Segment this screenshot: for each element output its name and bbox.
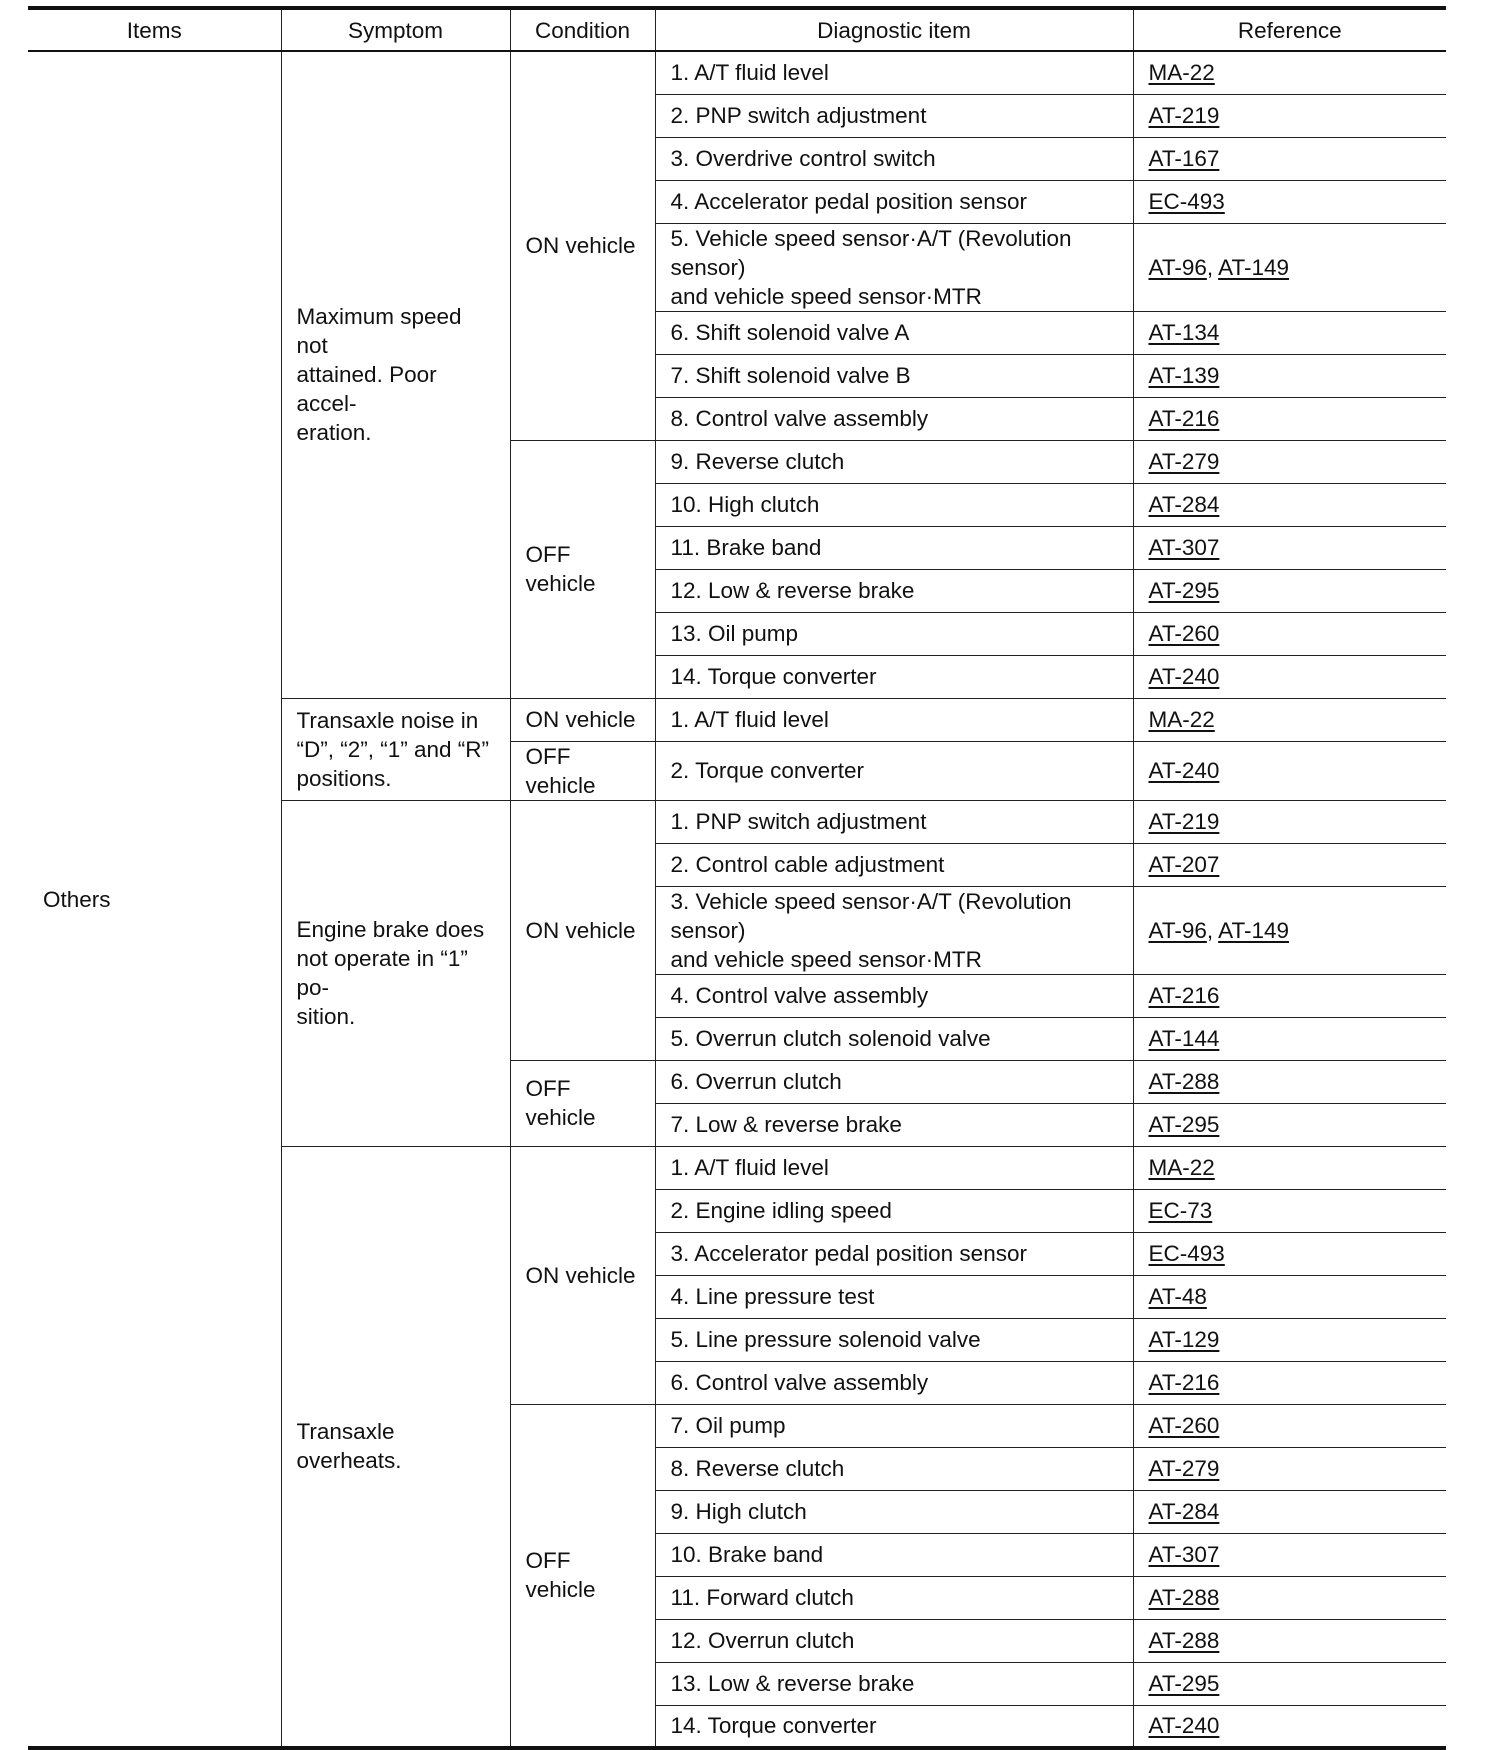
diagnostic-item-cell: [655, 180, 1133, 223]
diagnostic-item-cell: [655, 51, 1133, 94]
reference-link[interactable]: AT-240: [1148, 664, 1220, 689]
diagnostic-item-cell: [655, 1146, 1133, 1189]
reference-link[interactable]: AT-260: [1148, 621, 1220, 646]
diagnostic-item-cell: [655, 1189, 1133, 1232]
reference-cell: [1133, 1705, 1446, 1748]
reference-cell: [1133, 311, 1446, 354]
diagnostic-item-cell: [655, 440, 1133, 483]
diagnostic-item-cell: [655, 843, 1133, 886]
diagnostic-item-text: 7. Oil pump: [670, 1413, 786, 1438]
reference-cell: [1133, 1017, 1446, 1060]
reference-cell: [1133, 223, 1446, 311]
diagnostic-item-text: 6. Shift solenoid valve A: [670, 320, 910, 345]
diagnostic-item-cell: [655, 1447, 1133, 1490]
diagnostic-item-text: 2. Control cable adjustment: [670, 852, 945, 877]
header-diagnostic-item: Diagnostic item: [655, 8, 1133, 51]
diagnostic-item-cell: [655, 569, 1133, 612]
diagnostic-item-cell: [655, 1232, 1133, 1275]
diagnostic-item-text: 4. Control valve assembly: [670, 983, 929, 1008]
reference-link[interactable]: MA-22: [1148, 707, 1215, 732]
diagnostic-item-cell: [655, 397, 1133, 440]
condition-cell: ON vehicle: [510, 1146, 655, 1404]
symptom-cell: Maximum speed not attained. Poor accel- eration.: [281, 51, 510, 698]
reference-link[interactable]: AT-149: [1218, 917, 1289, 943]
diagnostic-item-text: 9. High clutch: [670, 1499, 807, 1524]
header-reference: Reference: [1133, 8, 1446, 51]
table-row: [28, 51, 1446, 94]
reference-link[interactable]: AT-279: [1148, 449, 1220, 474]
reference-cell: [1133, 1318, 1446, 1361]
condition-cell: OFF vehicle: [510, 1404, 655, 1748]
reference-cell: [1133, 180, 1446, 223]
reference-cell: [1133, 1533, 1446, 1576]
diagnostic-item-text-line2: and vehicle speed sensor·MTR: [670, 946, 982, 972]
reference-link[interactable]: AT-219: [1148, 103, 1220, 128]
reference-cell: [1133, 1447, 1446, 1490]
reference-cell: [1133, 94, 1446, 137]
reference-cell: [1133, 137, 1446, 180]
diagnostic-item-text: 12. Overrun clutch: [670, 1628, 855, 1653]
reference-cell: [1133, 1275, 1446, 1318]
reference-separator: ,: [1206, 917, 1219, 943]
diagnostic-item-cell: [655, 612, 1133, 655]
diagnostic-item-text: 2. Torque converter: [670, 758, 864, 783]
reference-cell: [1133, 526, 1446, 569]
diagnostic-item-text: 2. Engine idling speed: [670, 1198, 892, 1223]
symptom-cell: Transaxle noise in “D”, “2”, “1” and “R” positions.: [281, 698, 510, 800]
reference-cell: [1133, 1404, 1446, 1447]
diagnostic-item-text: 14. Torque converter: [670, 1713, 877, 1739]
reference-cell: [1133, 886, 1446, 974]
reference-cell: [1133, 1060, 1446, 1103]
reference-link[interactable]: AT-216: [1148, 406, 1220, 431]
diagnostic-item-text: 7. Shift solenoid valve B: [670, 363, 911, 388]
reference-separator: ,: [1206, 254, 1219, 280]
diagnostic-item-cell: [655, 655, 1133, 698]
reference-link[interactable]: AT-260: [1148, 1413, 1220, 1438]
header-symptom: Symptom: [281, 8, 510, 51]
diagnostic-item-text: 12. Low & reverse brake: [670, 578, 915, 603]
reference-cell: [1133, 655, 1446, 698]
diagnostic-item-text: 13. Low & reverse brake: [670, 1671, 915, 1696]
reference-link[interactable]: AT-216: [1148, 1370, 1220, 1395]
reference-link[interactable]: AT-288: [1148, 1585, 1220, 1610]
reference-cell: [1133, 1361, 1446, 1404]
reference-link[interactable]: AT-149: [1218, 254, 1289, 280]
reference-link[interactable]: AT-295: [1148, 578, 1220, 603]
condition-cell: OFF vehicle: [510, 1060, 655, 1146]
reference-cell: [1133, 612, 1446, 655]
reference-link[interactable]: EC-73: [1148, 1198, 1213, 1223]
diagnostic-item-cell: [655, 137, 1133, 180]
reference-cell: [1133, 483, 1446, 526]
diagnostic-item-cell: [655, 1404, 1133, 1447]
diagnostic-item-text: 13. Oil pump: [670, 621, 799, 646]
reference-link[interactable]: AT-144: [1148, 1026, 1220, 1051]
reference-cell: [1133, 1662, 1446, 1705]
reference-link[interactable]: AT-207: [1148, 852, 1220, 877]
diagnostic-item-cell: [655, 526, 1133, 569]
diagnostic-item-cell: [655, 483, 1133, 526]
reference-link[interactable]: AT-216: [1148, 983, 1220, 1008]
diagnostic-item-cell: [655, 94, 1133, 137]
diagnostic-item-text: 7. Low & reverse brake: [670, 1112, 902, 1137]
diagnostic-item-text: 8. Control valve assembly: [670, 406, 929, 431]
reference-link[interactable]: AT-295: [1148, 1671, 1220, 1696]
diagnostic-item-cell: [655, 1275, 1133, 1318]
reference-link[interactable]: AT-284: [1148, 1499, 1220, 1524]
diagnostic-item-text: 10. High clutch: [670, 492, 820, 517]
reference-link[interactable]: AT-279: [1148, 1456, 1220, 1481]
symptom-cell: Engine brake does not operate in “1” po- sition.: [281, 800, 510, 1146]
reference-cell: [1133, 1189, 1446, 1232]
diagnostic-item-text: 5. Vehicle speed sensor·A/T (Revolution sensor): [670, 225, 1072, 280]
diagnostic-item-text: 14. Torque converter: [670, 664, 877, 689]
reference-link[interactable]: AT-307: [1148, 535, 1220, 560]
reference-cell: [1133, 569, 1446, 612]
diagnostic-item-cell: [655, 1619, 1133, 1662]
reference-link[interactable]: AT-288: [1148, 1628, 1220, 1653]
reference-link[interactable]: EC-493: [1148, 189, 1225, 214]
header-items: Items: [28, 8, 281, 51]
diagnostic-item-text: 5. Line pressure solenoid valve: [670, 1327, 981, 1352]
diagnostic-item-cell: [655, 1361, 1133, 1404]
diagnostic-item-cell: [655, 1103, 1133, 1146]
reference-cell: [1133, 1619, 1446, 1662]
diagnostic-item-text: 5. Overrun clutch solenoid valve: [670, 1026, 991, 1051]
reference-cell: [1133, 1490, 1446, 1533]
reference-link[interactable]: AT-307: [1148, 1542, 1220, 1567]
diagnostic-item-cell: [655, 1318, 1133, 1361]
reference-link[interactable]: AT-96: [1148, 917, 1207, 943]
diagnostic-item-cell: [655, 1017, 1133, 1060]
diagnostic-item-text: 3. Vehicle speed sensor·A/T (Revolution sensor): [670, 888, 1072, 943]
diagnostic-item-text: 3. Overdrive control switch: [670, 146, 936, 171]
diagnostic-item-text: 1. A/T fluid level: [670, 1155, 829, 1180]
diagnostic-item-text: 1. A/T fluid level: [670, 60, 829, 86]
reference-link[interactable]: MA-22: [1148, 60, 1215, 86]
reference-link[interactable]: EC-493: [1148, 1241, 1225, 1266]
symptom-cell: Transaxle overheats.: [281, 1146, 510, 1748]
diagnostic-item-text: 11. Brake band: [670, 535, 822, 560]
diagnostic-item-text: 4. Accelerator pedal position sensor: [670, 189, 1027, 214]
reference-cell: [1133, 741, 1446, 800]
diagnostic-item-cell: [655, 741, 1133, 800]
diagnostic-item-cell: [655, 223, 1133, 311]
reference-link[interactable]: AT-167: [1148, 146, 1220, 171]
reference-link[interactable]: AT-219: [1148, 809, 1220, 834]
diagnostic-item-text-line2: and vehicle speed sensor·MTR: [670, 283, 982, 309]
reference-cell: [1133, 397, 1446, 440]
reference-link[interactable]: AT-134: [1148, 320, 1220, 345]
diagnostic-item-text: 1. PNP switch adjustment: [670, 809, 927, 834]
diagnostic-item-text: 4. Line pressure test: [670, 1284, 875, 1309]
reference-link[interactable]: AT-240: [1148, 1713, 1220, 1739]
diagnostic-item-text: 6. Control valve assembly: [670, 1370, 929, 1395]
diagnostic-item-text: 11. Forward clutch: [670, 1585, 854, 1610]
condition-cell: ON vehicle: [510, 51, 655, 440]
diagnostic-item-cell: [655, 311, 1133, 354]
reference-cell: [1133, 1232, 1446, 1275]
reference-cell: [1133, 1146, 1446, 1189]
reference-link[interactable]: AT-96: [1148, 254, 1207, 280]
condition-cell: OFF vehicle: [510, 440, 655, 698]
diagnostic-item-cell: [655, 354, 1133, 397]
reference-cell: [1133, 354, 1446, 397]
reference-link[interactable]: MA-22: [1148, 1155, 1215, 1180]
diagnostic-item-text: 6. Overrun clutch: [670, 1069, 842, 1094]
diagnostic-item-cell: [655, 1705, 1133, 1748]
condition-cell: ON vehicle: [510, 698, 655, 741]
diagnostic-item-text: 1. A/T fluid level: [670, 707, 829, 732]
reference-link[interactable]: AT-295: [1148, 1112, 1220, 1137]
diagnostic-item-cell: [655, 974, 1133, 1017]
diagnostic-item-text: 3. Accelerator pedal position sensor: [670, 1241, 1027, 1266]
reference-link[interactable]: AT-129: [1148, 1327, 1220, 1352]
document-page: [28, 6, 1446, 1750]
diagnostic-item-cell: [655, 1533, 1133, 1576]
table-header-row: [28, 8, 1446, 51]
reference-link[interactable]: AT-48: [1148, 1284, 1207, 1309]
reference-link[interactable]: AT-288: [1148, 1069, 1220, 1094]
diagnostic-item-cell: [655, 886, 1133, 974]
condition-cell: ON vehicle: [510, 800, 655, 1060]
reference-cell: [1133, 974, 1446, 1017]
diagnostic-item-text: 2. PNP switch adjustment: [670, 103, 927, 128]
table-body: [28, 51, 1446, 1748]
reference-cell: [1133, 440, 1446, 483]
diagnosis-table: [28, 6, 1446, 1750]
diagnostic-item-text: 9. Reverse clutch: [670, 449, 845, 474]
reference-cell: [1133, 800, 1446, 843]
diagnostic-item-cell: [655, 698, 1133, 741]
diagnostic-item-text: 10. Brake band: [670, 1542, 824, 1567]
reference-cell: [1133, 1103, 1446, 1146]
item-cell: Others: [28, 51, 281, 1748]
reference-link[interactable]: AT-139: [1148, 363, 1220, 388]
reference-link[interactable]: AT-284: [1148, 492, 1220, 517]
diagnostic-item-cell: [655, 800, 1133, 843]
reference-cell: [1133, 698, 1446, 741]
condition-cell: OFF vehicle: [510, 741, 655, 800]
reference-cell: [1133, 51, 1446, 94]
diagnostic-item-cell: [655, 1662, 1133, 1705]
diagnostic-item-text: 8. Reverse clutch: [670, 1456, 845, 1481]
diagnostic-item-cell: [655, 1576, 1133, 1619]
reference-cell: [1133, 843, 1446, 886]
header-condition: Condition: [510, 8, 655, 51]
reference-cell: [1133, 1576, 1446, 1619]
reference-link[interactable]: AT-240: [1148, 758, 1220, 783]
diagnostic-item-cell: [655, 1490, 1133, 1533]
diagnostic-item-cell: [655, 1060, 1133, 1103]
